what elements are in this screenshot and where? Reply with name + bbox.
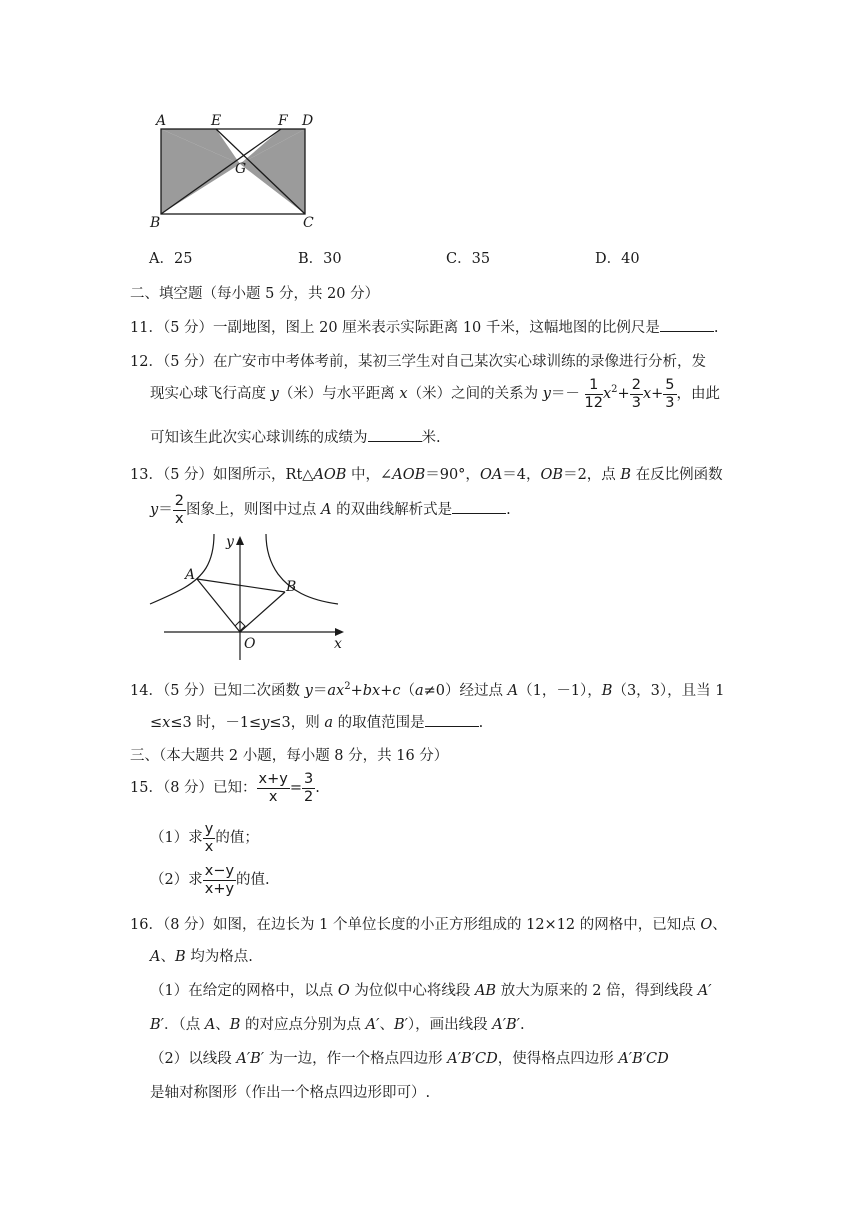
- figure-rectangle-diagram: [148, 110, 328, 232]
- x-axis-arrow: [335, 628, 344, 636]
- question-16-line2: A、B 均为格点.: [150, 949, 253, 965]
- fraction-xy-over-x: $\frac{x+y}{x}$: [258, 771, 288, 805]
- fraction-2-x: $\frac{2}{x}$: [174, 493, 184, 527]
- question-16-part1-line2: B′．（点 A、B 的对应点分别为点 A′、B′），画出线段 A′B′.: [150, 1017, 525, 1033]
- label-e: E: [211, 113, 222, 129]
- label-c: C: [303, 215, 314, 231]
- label-a: A: [185, 567, 196, 583]
- figure-hyperbola-diagram: [148, 532, 348, 664]
- answer-blank: [368, 429, 422, 442]
- hyperbola-left: [150, 534, 214, 604]
- label-b: B: [150, 215, 161, 231]
- y-axis-arrow: [236, 536, 244, 545]
- hyperbola-right: [266, 534, 338, 604]
- question-16-line1: 16．（8 分）如图，在边长为 1 个单位长度的小正方形组成的 12×12 的网格中，已知点 O、: [130, 917, 727, 933]
- fraction-y-over-x: $\frac{y}{x}$: [204, 821, 214, 855]
- question-15: 15．（8 分）已知： $\frac{x+y}{x}$ = $\frac{3}{2}$ .: [130, 771, 320, 805]
- segment-ob: [240, 592, 285, 632]
- section-heading-fill-in: 二、填空题（每小题 5 分，共 20 分）: [130, 286, 380, 302]
- fraction-1-12: $\frac{1}{12}$: [584, 377, 603, 411]
- section-heading-three: 三、（本大题共 2 小题，每小题 8 分，共 16 分）: [130, 748, 449, 764]
- question-15-part2: （2）求 $\frac{x-y}{x+y}$ 的值.: [150, 863, 270, 897]
- question-12-line2: 现实心球飞行高度 y（米）与水平距离 x（米）之间的关系为 y＝－ $\frac{1}{12}$ $x^2+$ $\frac{2}{3}$ x+ $\frac{5}{3}$ ，由此: [150, 377, 721, 411]
- fraction-2-3: $\frac{2}{3}$: [631, 377, 641, 411]
- label-f: F: [278, 113, 288, 129]
- question-13-line1: 13．（5 分）如图所示，Rt△AOB 中，∠AOB＝90°，OA＝4，OB＝2，点 B 在反比例函数: [130, 467, 723, 483]
- option-d: D．40: [595, 251, 640, 267]
- fraction-3-2: $\frac{3}{2}$: [304, 771, 314, 805]
- question-14-line2: ≤x≤3 时，－1≤y≤3，则 a 的取值范围是 .: [150, 715, 484, 731]
- question-12-line3: 可知该生此次实心球训练的成绩为 米.: [150, 430, 441, 446]
- label-y: y: [226, 534, 234, 550]
- question-16-part2-line1: （2）以线段 A′B′ 为一边，作一个格点四边形 A′B′CD，使得格点四边形 A′B′CD: [150, 1051, 669, 1067]
- option-c: C．35: [446, 251, 491, 267]
- answer-blank: [425, 714, 479, 727]
- label-d: D: [302, 113, 314, 129]
- answer-blank: [452, 501, 506, 514]
- segment-oa: [197, 579, 240, 632]
- option-a: A．25: [149, 251, 193, 267]
- label-g: G: [235, 161, 247, 177]
- fraction-5-3: $\frac{5}{3}$: [665, 377, 675, 411]
- segment-ab: [197, 579, 285, 592]
- question-16-part1-line1: （1）在给定的网格中，以点 O 为位似中心将线段 AB 放大为原来的 2 倍，得到线段 A′: [150, 983, 712, 999]
- question-15-part1: （1）求 $\frac{y}{x}$ 的值；: [150, 821, 259, 855]
- question-11: 11．（5 分）一副地图，图上 20 厘米表示实际距离 10 千米，这幅地图的比例尺是 .: [130, 320, 719, 336]
- label-o: O: [244, 636, 256, 652]
- question-13-line2: y＝ $\frac{2}{x}$ 图象上，则图中过点 A 的双曲线解析式是 .: [150, 493, 511, 527]
- question-12-line1: 12．（5 分）在广安市中考体考前，某初三学生对自己某次实心球训练的录像进行分析，发: [130, 354, 707, 370]
- option-b: B．30: [298, 251, 342, 267]
- fraction-xminusy-over-xplusy: $\frac{x-y}{x+y}$: [204, 863, 235, 897]
- question-16-part2-line2: 是轴对称图形（作出一个格点四边形即可）.: [150, 1085, 431, 1101]
- answer-blank: [660, 319, 714, 332]
- label-b: B: [286, 579, 297, 595]
- question-14-line1: 14．（5 分）已知二次函数 $y=ax^2+bx+c(a\ne 0)$经过点 A（1，－1），B（3，3），且当 1: [130, 681, 725, 699]
- label-a: A: [156, 113, 167, 129]
- label-x: x: [334, 636, 342, 652]
